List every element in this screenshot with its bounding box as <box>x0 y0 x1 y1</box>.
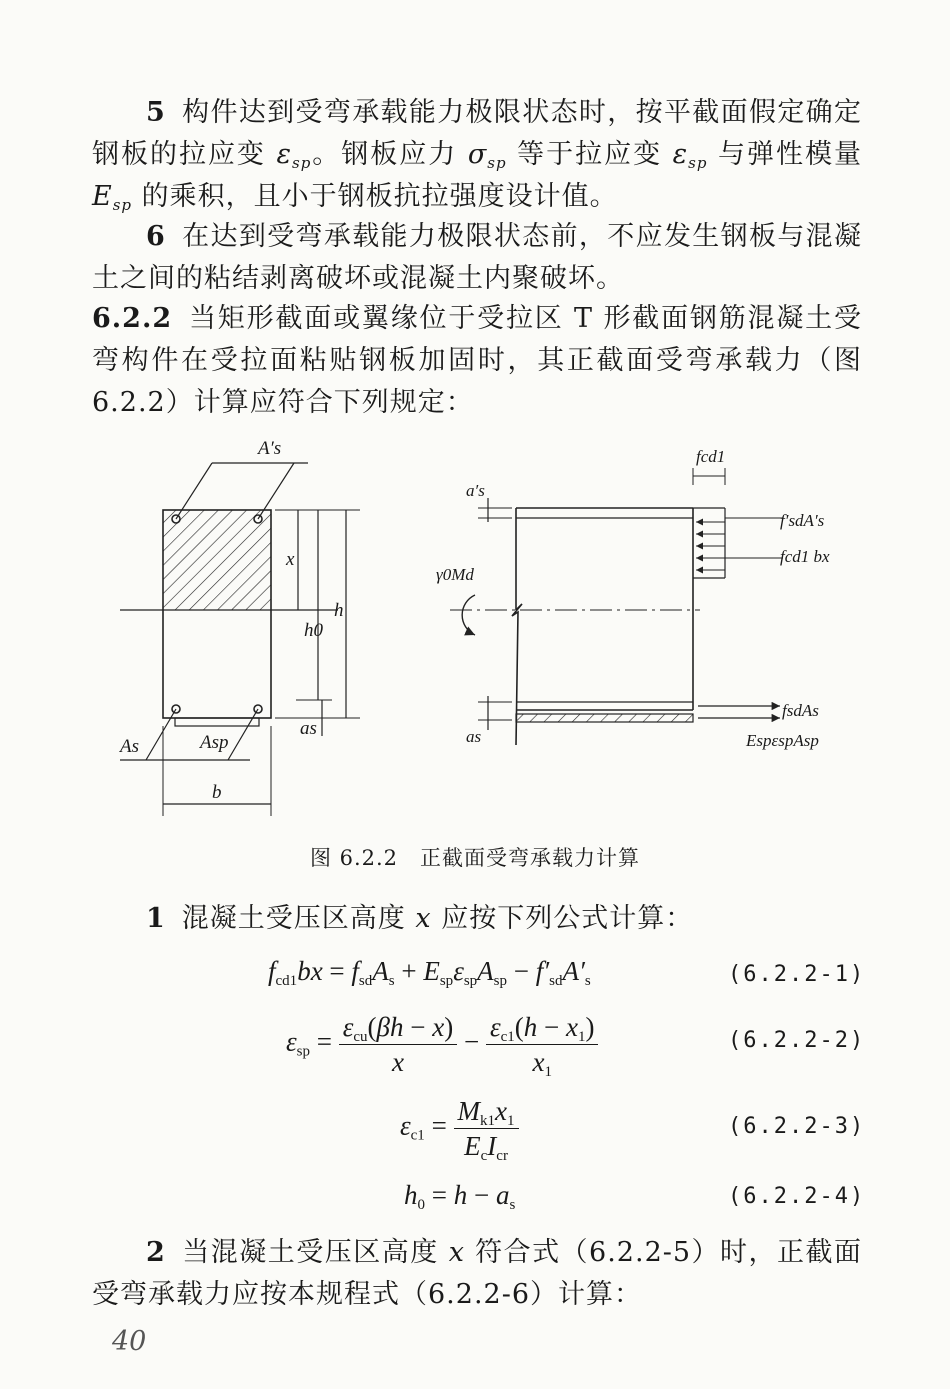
label-force-bot2: EspεspAsp <box>746 731 819 750</box>
item-1: 1 混凝土受压区高度 x 应按下列公式计算： <box>146 903 694 934</box>
label-As-prime: A′s <box>258 438 282 459</box>
equation-2: $\varepsilon_{sp}$ = $\frac{\varepsilon_{cu}(\beta h - x)}{x}$ − $\frac{\varepsilon_{c1}(h - x_1)}{x_1}$ <box>286 1010 598 1079</box>
label-fcd1: fcd1 <box>696 447 726 466</box>
label-as-bottom: as <box>466 727 482 746</box>
label-h0: h0 <box>304 620 323 641</box>
figure-caption: 图 6.2.2 正截面受弯承载力计算 <box>309 846 641 870</box>
equation-4-number: (6.2.2-4) <box>728 1184 866 1209</box>
label-as: as <box>300 718 317 739</box>
equation-1: $f_{cd1}bx = f_{sd}A_s + E_{sp}\varepsilon_{sp}A_{sp} - f'_{sd}A'_s$ <box>268 956 591 989</box>
label-x: x <box>286 549 295 570</box>
label-Asp: Asp <box>200 732 229 753</box>
figure-6-2-2 <box>100 430 860 830</box>
clause-6-2-2: 6.2.2 当矩形截面或翼缘位于受拉区 T 形截面钢筋混凝土受弯构件在受拉面粘贴钢板加固时，其正截面受弯承载力（图 6.2.2）计算应符合下列规定： <box>92 303 862 418</box>
label-h: h <box>334 600 344 621</box>
equation-3: $\varepsilon_{c1}$ = $\frac{M_{k1}x_1}{E_cI_{cr}}$ <box>400 1094 519 1163</box>
label-As: As <box>120 736 139 757</box>
label-b: b <box>212 782 222 803</box>
item-2: 2 当混凝土受压区高度 x 符合式（6.2.2-5）时，正截面受弯承载力应按本规程式（6.2.2-6）计算： <box>92 1237 862 1310</box>
label-moment: γ0Md <box>436 565 474 584</box>
equation-1-number: (6.2.2-1) <box>728 962 866 987</box>
equation-3-number: (6.2.2-3) <box>728 1114 866 1139</box>
label-force-bot1: fsdAs <box>782 701 819 720</box>
equation-4: $h_0 = h - a_s$ <box>404 1180 516 1213</box>
paragraph-6: 6 在达到受弯承载能力极限状态前，不应发生钢板与混凝土之间的粘结剥离破坏或混凝土内聚破坏。 <box>92 221 862 294</box>
label-as-prime: a′s <box>466 481 485 500</box>
paragraph-5: 5 构件达到受弯承载能力极限状态时，按平截面假定确定钢板的拉应变 $\varepsilon_{sp}$。钢板应力 $\sigma_{sp}$ 等于拉应变 $\varepsilon_{sp}$ 与弹性模量 $E_{sp}$ 的乘积，且小于钢板抗拉强度设计值。 <box>92 97 862 214</box>
label-force-top2: fcd1 bx <box>780 547 830 566</box>
label-force-top1: f′sdA′s <box>780 511 825 530</box>
section-diagram <box>100 430 860 830</box>
equation-2-number: (6.2.2-2) <box>728 1028 866 1053</box>
page-number: 40 <box>112 1326 147 1357</box>
